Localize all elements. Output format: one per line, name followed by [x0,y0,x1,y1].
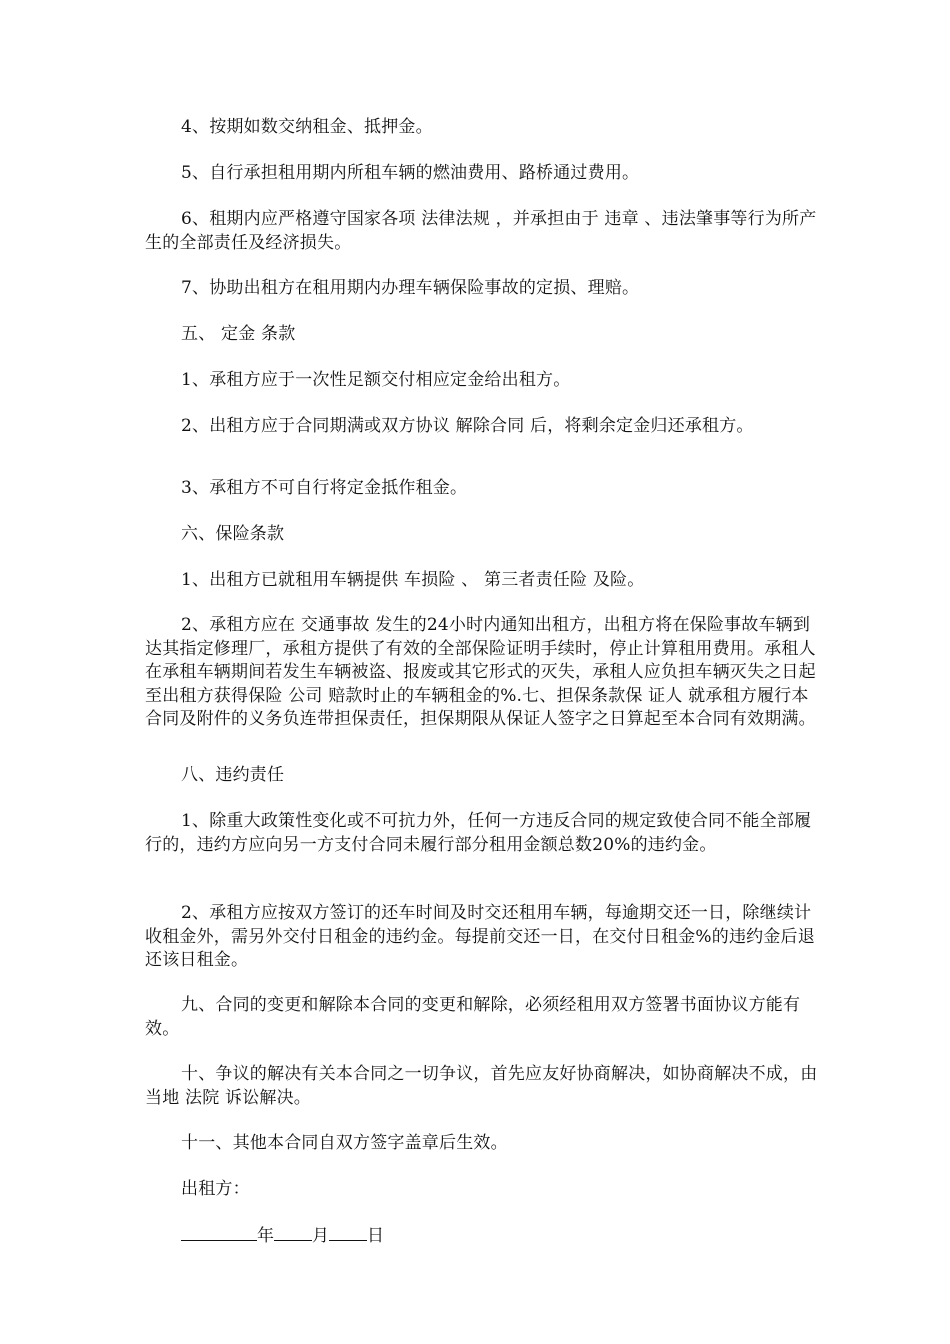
clause-4-rent-payment: 4、按期如数交纳租金、抵押金。 [181,117,433,137]
deposit-clause-3: 3、承租方不可自行将定金抵作租金。 [181,478,468,498]
year-label: 年 [257,1226,274,1246]
deposit-clause-2: 2、出租方应于合同期满或双方协议 解除合同 后，将剩余定金归还承租方。 [181,416,754,436]
day-blank [329,1224,367,1241]
breach-clause-1: 1、除重大政策性变化或不可抗力外，任何一方违反合同的规定致使合同不能全部履行的，违约方应向另一方支付合同未履行部分租用金额总数20%的违约金。 [145,811,812,855]
breach-clause-2: 2、承租方应按双方签订的还车时间及时交还租用车辆，每逾期交还一日，除继续计收租金外，需另外交付日租金的违约金。每提前交还一日，在交付日租金%的违约金后退还该日租金。 [145,903,815,970]
lessor-signature-label: 出租方： [181,1179,250,1199]
section-9-amendment: 九、合同的变更和解除本合同的变更和解除，必须经租用双方签署书面协议方能有效。 [145,995,801,1039]
year-blank [181,1224,257,1241]
section-11-other: 十一、其他本合同自双方签字盖章后生效。 [181,1133,508,1153]
clause-5-fuel-toll: 5、自行承担租用期内所租车辆的燃油费用、路桥通过费用。 [181,163,640,183]
month-blank [274,1224,312,1241]
day-label: 日 [367,1226,384,1246]
clause-6-laws-liability: 6、租期内应严格遵守国家各项 法律法规 ，并承担由于 违章 、违法肇事等行为所产生的全部责任及经济损失。 [145,209,817,253]
date-line [181,1224,384,1249]
insurance-clause-2: 2、承租方应在 交通事故 发生的24小时内通知出租方，出租方将在保险事故车辆到达其指定修理厂，承租方提供了有效的全部保险证明手续时，停止计算租用费用。承租人在承租车辆期间若发生车辆被盗、报废或其它形式的灭失，承租人应负担车辆灭失之日起至出租方获得保险 公司 赔款时止的车辆租金的%.七、担保条款保 证人 就承租方履行本合同及附件的义务负连带担保责任，担保期限从保证人签字之日算起至本合同有效期满。 [145,615,816,729]
deposit-clause-1: 1、承租方应于一次性足额交付相应定金给出租方。 [181,370,571,390]
section-8-heading: 八、违约责任 [181,765,285,785]
section-10-dispute: 十、争议的解决有关本合同之一切争议，首先应友好协商解决，如协商解决不成，由当地 法院 诉讼解决。 [145,1064,818,1108]
insurance-clause-1: 1、出租方已就租用车辆提供 车损险 、 第三者责任险 及险。 [181,570,645,590]
clause-7-insurance-claims: 7、协助出租方在租用期内办理车辆保险事故的定损、理赔。 [181,278,640,298]
section-6-heading: 六、保险条款 [181,524,285,544]
section-5-heading: 五、 定金 条款 [181,324,296,344]
month-label: 月 [312,1226,329,1246]
